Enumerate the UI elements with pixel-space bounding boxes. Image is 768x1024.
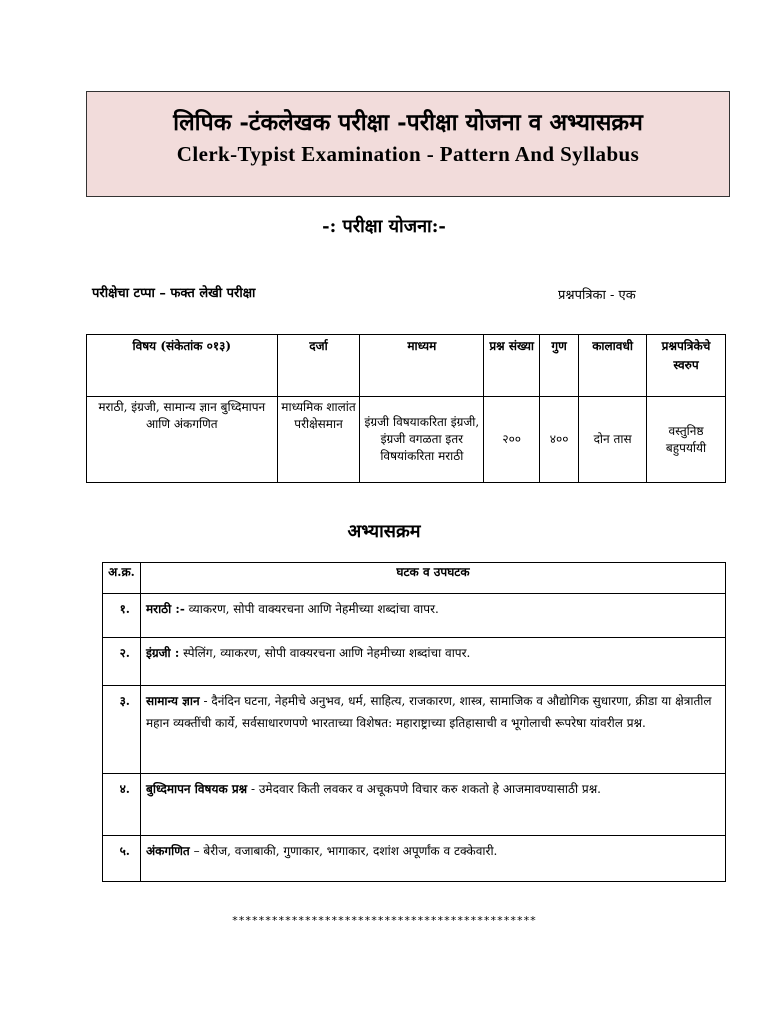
title-english: Clerk-Typist Examination - Pattern And Syllabus — [176, 142, 640, 166]
syllabus-heading: अभ्यासक्रम — [347, 521, 421, 542]
table-row — [103, 686, 726, 774]
row-content — [140, 774, 725, 836]
header-level: दर्जा — [277, 335, 360, 397]
paper-count: प्रश्नपत्रिका - एक — [558, 288, 636, 303]
row-title: इंग्रजी : — [145, 646, 180, 660]
row-text: - दैनंदिन घटना, नेहमीचे अनुभव, धर्म, साहित्य, राजकारण, शास्त्र, सामाजिक व औद्योगिक सुधारणा, क्रीडा या क्षेत्रातील महान व्यक्तींची कार्ये, सर्वसाधारणपणे भारताच्या विशेषत: महाराष्ट्राच्या इतिहासाची व भूगोलाची रूपरेषा यांवरील प्रश्न. — [145, 694, 712, 730]
header-topics: घटक व उपघटक — [140, 563, 725, 594]
header-format: प्रश्नपत्रिकेचे स्वरुप — [647, 335, 726, 397]
row-title: मराठी :- — [145, 602, 185, 616]
row-text: – बेरीज, वजाबाकी, गुणाकार, भागाकार, दशांश अपूर्णांक व टक्केवारी. — [189, 844, 498, 858]
cell-duration: दोन तास — [579, 397, 647, 483]
cell-marks: ४०० — [540, 397, 579, 483]
row-number: ५. — [103, 836, 141, 882]
table-row — [103, 638, 726, 686]
scheme-heading: -: परीक्षा योजना:- — [322, 216, 446, 237]
header-marks: गुण — [540, 335, 579, 397]
row-content — [140, 686, 725, 774]
syllabus-table — [102, 562, 726, 882]
row-content — [140, 594, 725, 638]
header-subject: विषय (संकेतांक ०१३) — [87, 335, 278, 397]
title-marathi: लिपिक -टंकलेखक परीक्षा -परीक्षा योजना व अभ्यासक्रम — [173, 109, 643, 136]
row-text: व्याकरण, सोपी वाक्यरचना आणि नेहमीच्या शब्दांचा वापर. — [184, 602, 439, 616]
row-title: अंकगणित — [145, 844, 190, 858]
exam-stage: परीक्षेचा टप्पा – फक्त लेखी परीक्षा — [92, 286, 256, 301]
exam-pattern-table — [86, 334, 726, 483]
row-number: २. — [103, 638, 141, 686]
row-text: - उमेदवार किती लवकर व अचूकपणे विचार करु शकतो हे आजमावण्यासाठी प्रश्न. — [247, 782, 601, 796]
cell-questions: २०० — [484, 397, 540, 483]
table-row — [87, 397, 726, 483]
cell-medium: इंग्रजी विषयाकरिता इंग्रजी, इंग्रजी वगळता इतर विषयांकरिता मराठी — [360, 397, 484, 483]
row-content — [140, 638, 725, 686]
footer-separator: ********************************************** — [231, 914, 537, 927]
row-number: ४. — [103, 774, 141, 836]
row-title: सामान्य ज्ञान — [145, 694, 200, 708]
table-header-row — [87, 335, 726, 397]
table-row — [103, 836, 726, 882]
row-title: बुध्दिमापन विषयक प्रश्न — [145, 782, 248, 796]
cell-level: माध्यमिक शालांत परीक्षेसमान — [277, 397, 360, 483]
table-row — [103, 594, 726, 638]
table-row — [103, 774, 726, 836]
header-duration: कालावधी — [579, 335, 647, 397]
row-number: ३. — [103, 686, 141, 774]
header-questions: प्रश्न संख्या — [484, 335, 540, 397]
header-serial: अ.क्र. — [103, 563, 141, 594]
row-content — [140, 836, 725, 882]
table-header-row — [103, 563, 726, 594]
cell-subject: मराठी, इंग्रजी, सामान्य ज्ञान बुध्दिमापन आणि अंकगणित — [87, 397, 278, 483]
title-box — [86, 91, 730, 197]
header-medium: माध्यम — [360, 335, 484, 397]
cell-format: वस्तुनिष्ठ बहुपर्यायी — [647, 397, 726, 483]
row-text: स्पेलिंग, व्याकरण, सोपी वाक्यरचना आणि नेहमीच्या शब्दांचा वापर. — [179, 646, 471, 660]
row-number: १. — [103, 594, 141, 638]
